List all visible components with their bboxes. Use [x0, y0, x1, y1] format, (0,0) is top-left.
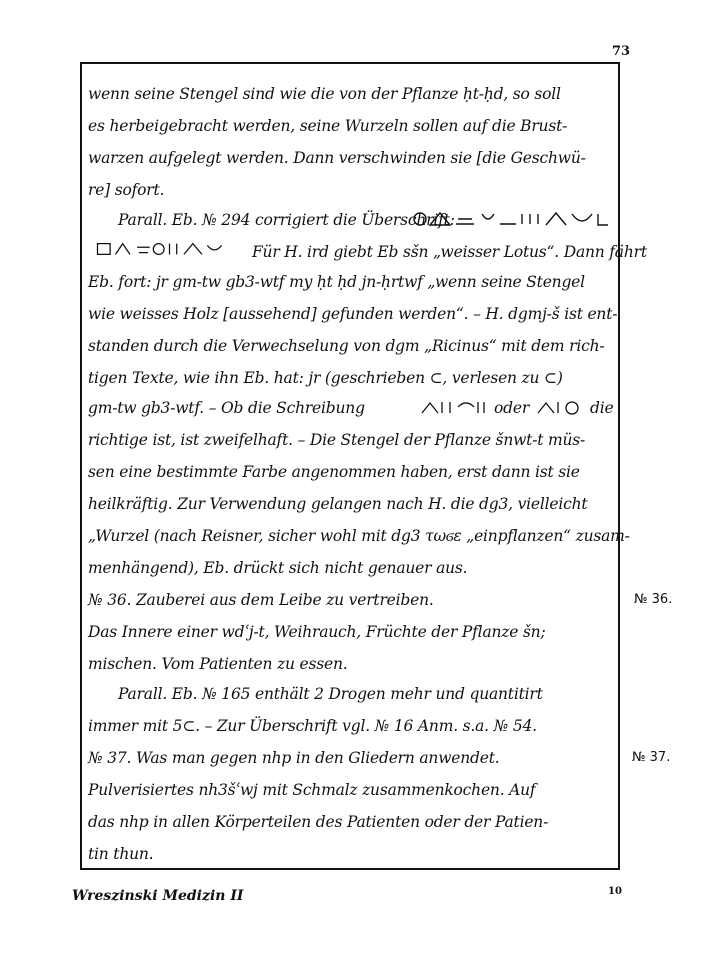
text-line-10: tigen Texte, wie ihn Eb. hat: jr (geschrieben ⊂, verlesen zu ⊂) [88, 369, 563, 387]
text-line-17: № 36. Zauberei aus dem Leibe zu vertreiben. [88, 591, 434, 609]
text-line-6: Für H. ird giebt Eb sšn „weisser Lotus“. Dann fährt [252, 243, 647, 261]
text-line-9: standen durch die Verwechselung von dgm „Ricinus“ mit dem rich- [88, 337, 605, 355]
text-line-12: richtige ist, ist zweifelhaft. – Die Stengel der Pflanze šnwt-t müs- [88, 431, 586, 449]
sheet-number: 10 [608, 886, 622, 897]
text-line-16: menhängend), Eb. drückt sich nicht genauer aus. [88, 559, 468, 577]
hieroglyph-line-run [88, 240, 242, 258]
text-line-23: Pulverisiertes nh3šʿwj mit Schmalz zusammenkochen. Auf [88, 781, 536, 799]
text-line-5: Parall. Eb. № 294 corrigiert die Überschrift: [118, 211, 455, 229]
text-line-1: wenn seine Stengel sind wie die von der Pflanze ḥt-ḥd, so soll [88, 85, 561, 103]
text-line-21: immer mit 5⊂. – Zur Überschrift vgl. № 16 Anm. s.a. № 54. [88, 717, 537, 735]
text-line-14: heilkräftig. Zur Verwendung gelangen nach H. die dg3, vielleicht [88, 495, 588, 513]
signature: Wreszinski Medizin II [72, 888, 244, 904]
text-line-11: gm-tw gb3-wtf. – Ob die Schreibung [88, 399, 365, 417]
text-line-20: Parall. Eb. № 165 enthält 2 Drogen mehr und quantitirt [118, 685, 543, 703]
text-line-2: es herbeigebracht werden, seine Wurzeln sollen auf die Brust- [88, 117, 568, 135]
page-number: 73 [612, 44, 631, 59]
inline-word-oder: oder [494, 399, 530, 417]
text-line-3: warzen aufgelegt werden. Dann verschwinden sie [die Geschwü- [88, 149, 586, 167]
text-line-19: mischen. Vom Patienten zu essen. [88, 655, 348, 673]
text-line-25: tin thun. [88, 845, 154, 863]
text-line-22: № 37. Was man gegen nhp in den Gliedern anwendet. [88, 749, 500, 767]
hieroglyph-heading-run [412, 210, 618, 228]
text-line-18: Das Innere einer wdʿj-t, Weihrauch, Früchte der Pflanze šn; [88, 623, 546, 641]
text-line-13: sen eine bestimmte Farbe angenommen haben, erst dann ist sie [88, 463, 580, 481]
text-line-4: re] sofort. [88, 181, 165, 199]
margin-note-36: № 36. [634, 592, 673, 607]
text-line-15: „Wurzel (nach Reisner, sicher wohl mit dg3 τωϭε „einpflanzen“ zusam- [88, 527, 630, 545]
text-line-7: Eb. fort: jr gm-tw gb3-wtf my ḥt ḥd jn-ḥrtwf „wenn seine Stengel [88, 273, 585, 291]
margin-note-37: № 37. [632, 750, 671, 765]
text-line-24: das nhp in allen Körperteilen des Patienten oder der Patien- [88, 813, 549, 831]
hieroglyph-variant-run-2 [536, 398, 586, 416]
text-line-8: wie weisses Holz [aussehend] gefunden werden“. – H. dgmj-š ist ent- [88, 305, 618, 323]
hieroglyph-variant-run-1 [420, 398, 490, 416]
inline-word-die: die [590, 399, 614, 417]
